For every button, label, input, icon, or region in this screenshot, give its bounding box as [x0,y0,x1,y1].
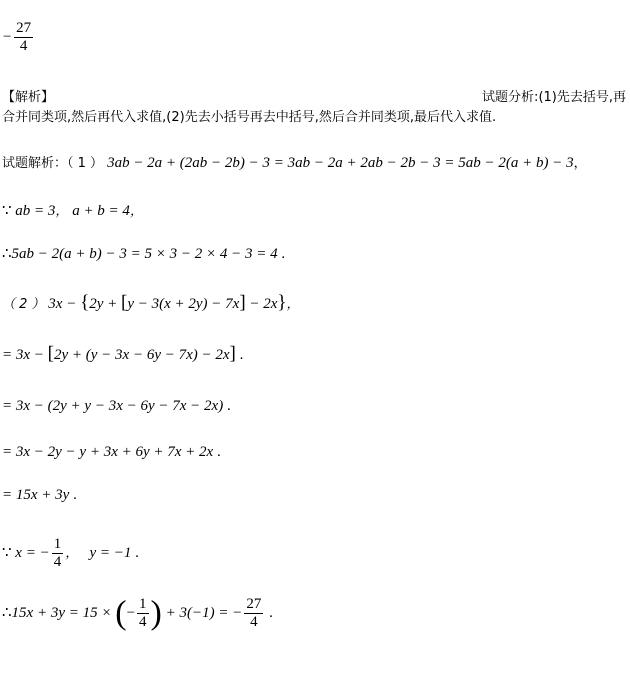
line4-part2: y − 3(x + 2y) − 7x [127,296,240,312]
line4-prefix: 3x − [48,296,77,312]
line10-prefix: 15x + 3y = 15 × [11,604,112,621]
line8-expression: = 15x + 3y [2,487,70,503]
line7-period: . [213,444,221,460]
x-value-prefix: x = − [15,544,50,561]
x-fraction-numerator: 1 [53,536,62,552]
line10-period: . [265,604,273,621]
line10-result-fraction [244,596,263,631]
analysis-heading: 【解析】 [2,90,55,105]
therefore-symbol: ∴ [2,246,12,262]
line1-comma: ， [573,156,587,171]
line10-fraction-numerator: 1 [139,596,147,612]
part2-marker: （ 2 ） [2,297,45,312]
line9-because-symbol: ∵ [2,544,12,561]
step1-number: (1) [538,90,557,105]
step1-text: 先去括号,再 [556,90,626,105]
right-bracket: ] [239,292,246,313]
solution-line-8 [2,487,77,504]
analysis-text-b: 先去小括号再去中括号,然后合并同类项,最后代入求值. [184,110,497,125]
answer-denominator: 4 [19,38,28,54]
left-brace: { [80,292,90,313]
solution-line-6 [2,398,231,415]
line10-minus: − [126,604,136,621]
line10-middle: + 3(−1) = − [165,604,243,621]
analysis-first-line [482,86,626,105]
because-symbol: ∵ [2,203,12,219]
solution-label: 试题解析： [2,156,68,171]
line10-fraction [137,596,149,631]
analysis-second-line [2,106,496,125]
line3-expression: 5ab − 2(a + b) − 3 = 5 × 3 − 2 × 4 − 3 = 4 [11,246,278,262]
solution-line-5 [2,343,243,365]
solution-line-4 [2,292,300,314]
y-value: y = −1 [89,544,132,561]
line5-right-bracket: ] [229,343,236,364]
line5-left-bracket: [ [47,343,54,364]
part1-marker: （ 1 ） [67,156,104,171]
solution-line-9 [2,536,139,571]
line6-period: . [223,398,231,414]
solution-line-3 [2,244,285,263]
condition-ab: ab = 3 [15,203,56,219]
line10-left-paren: ( [115,594,127,632]
line5-expression: 2y + (y − 3x − 6y − 7x) − 2x [53,347,230,363]
line10-therefore-symbol: ∴ [2,604,12,621]
line9-period: . [131,544,139,561]
analysis-text-a: 合并同类项,然后再代入求值, [2,110,167,125]
line8-period: . [69,487,77,503]
line10-fraction-denominator: 4 [139,614,147,630]
line1-expression: 3ab − 2a + (2ab − 2b) − 3 = 3ab − 2a + 2ab − 2b − 3 = 5ab − 2(a + b) − 3 [107,155,574,171]
line3-period: . [277,246,286,262]
analysis-label: 试题分析: [482,90,539,105]
line5-prefix: = 3x − [2,347,44,363]
x-value-fraction [52,536,64,571]
answer-value [2,20,35,55]
solution-line-2 [2,200,143,220]
result-numerator: 27 [246,596,262,612]
x-fraction-denominator: 4 [53,554,62,570]
line4-comma: ， [286,297,300,312]
step2-number: (2) [166,110,185,125]
solution-line-10 [2,596,273,631]
analysis-header [2,86,626,105]
result-denominator: 4 [250,614,258,630]
line7-expression: = 3x − 2y − y + 3x + 6y + 7x + 2x [2,444,214,460]
solution-line-1 [2,152,587,172]
line9-separator: ， [65,545,79,561]
line4-part1: 2y + [89,296,118,312]
line4-part3: − 2x [249,296,278,312]
line5-period: . [235,347,244,363]
line6-expression: = 3x − (2y + y − 3x − 6y − 7x − 2x) [2,398,224,414]
condition-separator: ， [55,204,69,219]
left-bracket: [ [120,292,128,313]
solution-line-7 [2,444,221,461]
answer-numerator: 27 [16,20,32,36]
answer-minus: − [2,28,13,45]
answer-fraction [14,20,33,55]
line2-comma: ， [129,204,143,219]
right-brace: } [277,292,287,313]
line10-right-paren: ) [150,594,162,632]
condition-a-plus-b: a + b = 4 [72,203,130,219]
